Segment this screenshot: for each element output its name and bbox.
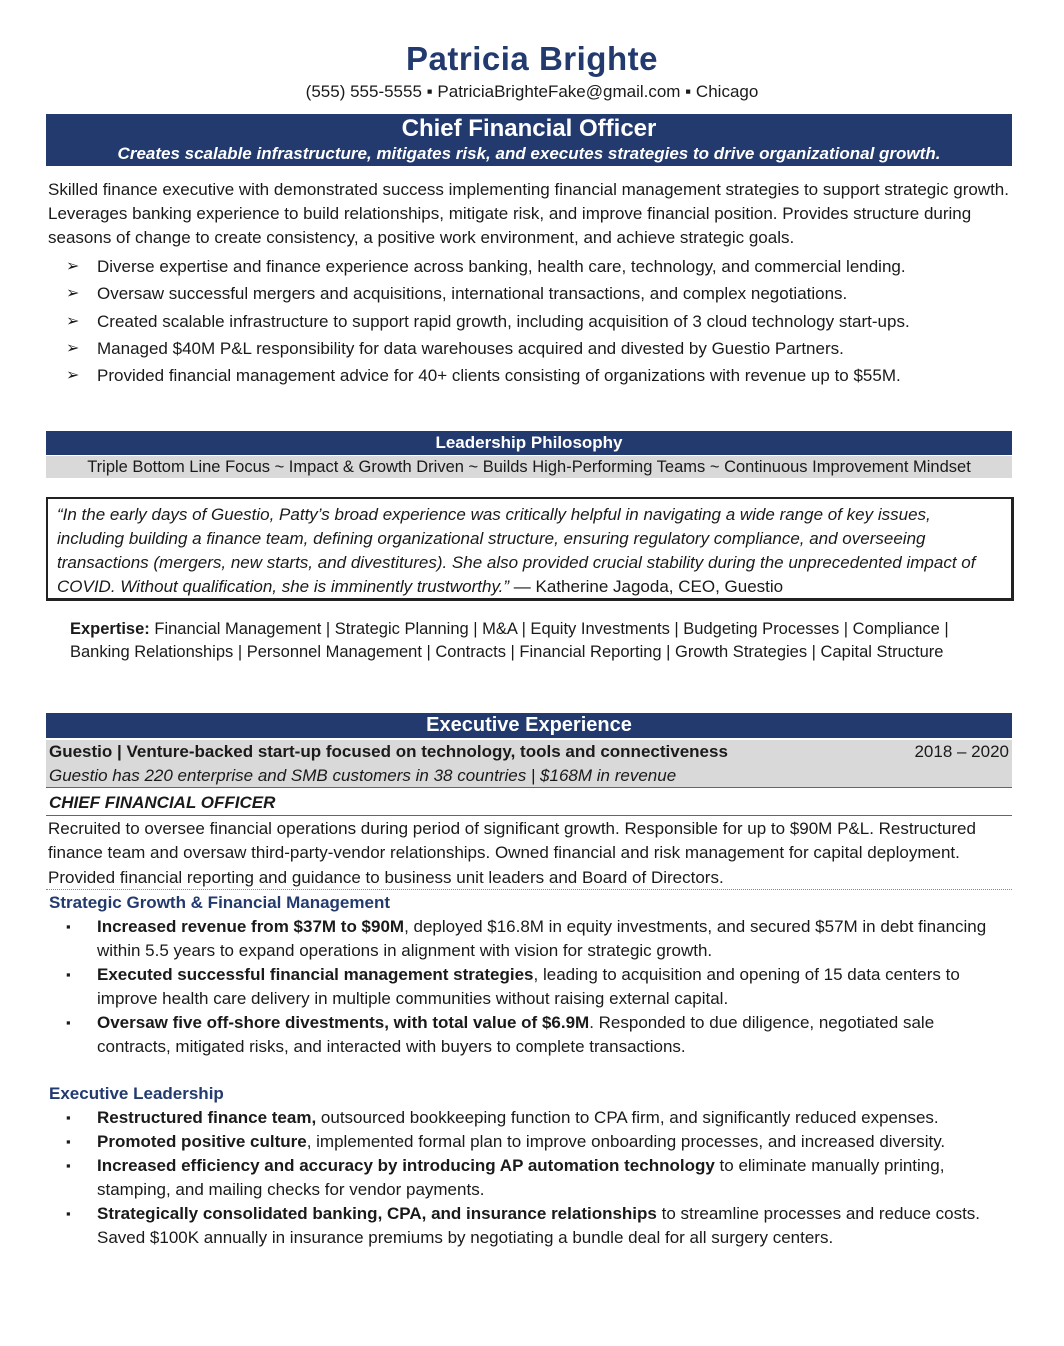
contact-line: (555) 555-5555 ▪ PatriciaBrighteFake@gmail.com ▪ Chicago: [305, 82, 759, 101]
list-item: ▪ Promoted positive culture, implemented formal plan to improve onboarding processes, and increased diversity.: [66, 1130, 1012, 1154]
list-item: ▪ Strategically consolidated banking, CPA, and insurance relationships to streamline processes and reduce costs. Saved $100K annually in insurance premiums by negotiating a bundle deal for all surgery centers.: [66, 1204, 981, 1247]
testimonial-quote: “In the early days of Guestio, Patty’s broad experience was critically helpful in navigating a wide range of key issues, including building a finance team, defining organizational structure, ensuring regulatory compliance, and overseeing transactions (mergers, new starts, and divestitures). She also provided crucial stability during the unprecedented impact of COVID. Without qualification, she is imminently trustworthy.”: [57, 505, 976, 596]
company-name: Guestio | Venture-backed start-up focused on technology, tools and connectiveness: [49, 742, 728, 761]
growth-bullet-list: [66, 915, 1012, 1059]
expertise-section: [70, 618, 1010, 664]
divider: [46, 889, 1012, 890]
company-header: [46, 740, 1012, 788]
square-bullet-icon: ▪: [66, 1206, 71, 1221]
testimonial-attribution: — Katherine Jagoda, CEO, Guestio: [509, 577, 784, 596]
list-item: ➢ Provided financial management advice for 40+ clients consisting of organizations with revenue up to $55M.: [66, 362, 1006, 389]
list-item: ➢ Managed $40M P&L responsibility for data warehouses acquired and divested by Guestio Partners.: [66, 335, 1006, 362]
expertise-label: Expertise:: [70, 620, 150, 638]
company-description: Guestio has 220 enterprise and SMB customers in 38 countries | $168M in revenue: [49, 766, 677, 785]
title-banner: [46, 114, 1012, 166]
job-title: Chief Financial Officer: [401, 115, 657, 142]
arrow-bullet-icon: ➢: [66, 285, 80, 303]
square-bullet-icon: ▪: [66, 919, 71, 934]
summary-paragraph: Skilled finance executive with demonstrated success implementing financial management strategies to support strategic growth. Leverages banking experience to build relationships, mitigate risk, and improve financial position. Provides structure during seasons of change to create consistency, a positive work environment, and achieve strategic goals.: [48, 180, 1009, 247]
square-bullet-icon: ▪: [66, 1158, 71, 1173]
list-item: ▪ Oversaw five off-shore divestments, with total value of $6.9M. Responded to due diligence, negotiated sale contracts, mitigated risks, and interacted with buyers to complete transactions.: [66, 1013, 935, 1056]
square-bullet-icon: ▪: [66, 1134, 71, 1149]
testimonial-box: [46, 497, 1014, 601]
square-bullet-icon: ▪: [66, 967, 71, 982]
arrow-bullet-icon: ➢: [66, 258, 80, 275]
leadership-philosophy-heading: Leadership Philosophy: [46, 431, 1012, 455]
square-bullet-icon: ▪: [66, 1110, 71, 1125]
list-item: ▪ Increased efficiency and accuracy by introducing AP automation technology to eliminate manually printing, stamping, and mailing checks for vendor payments.: [66, 1156, 945, 1199]
leadership-values: Triple Bottom Line Focus ~ Impact & Growth Driven ~ Builds High-Performing Teams ~ Continuous Improvement Mindset: [46, 456, 1012, 478]
list-item: ▪ Executed successful financial management strategies, leading to acquisition and opening of 15 data centers to improve health care delivery in multiple communities without raising external capital.: [66, 965, 960, 1008]
role-description: Recruited to oversee financial operations during period of significant growth. Responsible for up to $90M P&L. Restructured finance team and oversaw third-party-vendor relationships. Owned financial and risk management for capital deployment. Provided financial reporting and guidance to business unit leaders and Board of Directors.: [48, 819, 976, 887]
candidate-name: Patricia Brighte: [406, 40, 658, 77]
executive-experience-heading: Executive Experience: [46, 713, 1012, 738]
growth-heading: Strategic Growth & Financial Management: [49, 893, 391, 912]
employment-dates: 2018 – 2020: [914, 742, 1009, 761]
expertise-items: Financial Management | Strategic Planning | M&A | Equity Investments | Budgeting Processes | Compliance | Banking Relationships | Personnel Management | Contracts | Financial Reporting | Growth Strategies | Capital Structure: [70, 620, 949, 661]
divider: [46, 815, 1012, 816]
square-bullet-icon: ▪: [66, 1015, 71, 1030]
list-item: ➢ Oversaw successful mergers and acquisitions, international transactions, and complex negotiations.: [66, 280, 1006, 307]
list-item: ➢ Diverse expertise and finance experience across banking, health care, technology, and commercial lending.: [66, 253, 1006, 280]
leadership-bullet-list: [66, 1106, 1012, 1250]
role-title: CHIEF FINANCIAL OFFICER: [49, 793, 276, 812]
tagline: Creates scalable infrastructure, mitigates risk, and executes strategies to drive organizational growth.: [117, 144, 941, 163]
list-item: ▪ Increased revenue from $37M to $90M, deployed $16.8M in equity investments, and secured $57M in debt financing within 5.5 years to expand operations in alignment with vision for strategic growth.: [66, 917, 987, 960]
list-item: ➢ Created scalable infrastructure to support rapid growth, including acquisition of 3 cloud technology start-ups.: [66, 308, 1006, 335]
arrow-bullet-icon: ➢: [66, 339, 80, 357]
list-item: ▪ Restructured finance team, outsourced bookkeeping function to CPA firm, and significantly reduced expenses.: [66, 1106, 1012, 1130]
arrow-bullet-icon: ➢: [66, 312, 80, 330]
executive-leadership-heading: Executive Leadership: [49, 1084, 224, 1103]
arrow-bullet-icon: ➢: [66, 367, 80, 385]
summary-bullet-list: [66, 253, 1006, 389]
